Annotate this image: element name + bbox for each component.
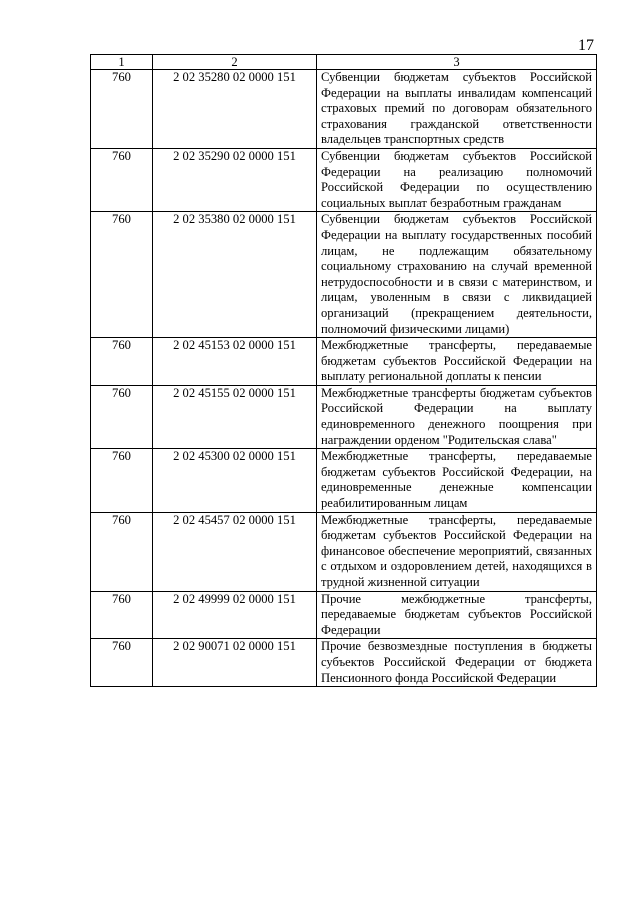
table-row — [91, 385, 597, 448]
column-header-3: 3 — [317, 55, 597, 70]
revenue-name-cell: Прочие межбюджетные трансферты, передаваемые бюджетам субъектов Российской Федерации — [317, 591, 597, 639]
revenue-code-cell: 2 02 90071 02 0000 151 — [153, 639, 317, 687]
column-header-1: 1 — [91, 55, 153, 70]
admin-code-cell: 760 — [91, 639, 153, 687]
table-row — [91, 70, 597, 149]
table-header-row — [91, 55, 597, 70]
revenue-code-cell: 2 02 35290 02 0000 151 — [153, 148, 317, 211]
page-number: 17 — [578, 37, 594, 54]
revenue-code-cell: 2 02 35380 02 0000 151 — [153, 212, 317, 338]
admin-code-cell: 760 — [91, 338, 153, 386]
revenue-name-cell: Межбюджетные трансферты, передаваемые бюджетам субъектов Российской Федерации на финансовое обеспечение мероприятий, связанных с отдыхом и оздоровлением детей, находящихся в трудной жизненной ситуации — [317, 512, 597, 591]
admin-code-cell: 760 — [91, 591, 153, 639]
table-row — [91, 338, 597, 386]
revenue-name-cell: Субвенции бюджетам субъектов Российской Федерации на выплату государственных пособий лицам, не подлежащим обязательному социальному страхованию на случай временной нетрудоспособности и в связи с материнством, и лицам, уволенным в связи с ликвидацией организаций (прекращением деятельности, полномочий физическими лицами) — [317, 212, 597, 338]
table-row — [91, 212, 597, 338]
table-row — [91, 591, 597, 639]
revenue-name-cell: Субвенции бюджетам субъектов Российской Федерации на реализацию полномочий Российской Федерации по осуществлению социальных выплат безработным гражданам — [317, 148, 597, 211]
admin-code-cell: 760 — [91, 70, 153, 149]
revenue-name-cell: Субвенции бюджетам субъектов Российской Федерации на выплаты инвалидам компенсаций страховых премий по договорам обязательного страхования гражданской ответственности владельцев транспортных средств — [317, 70, 597, 149]
revenue-code-cell: 2 02 35280 02 0000 151 — [153, 70, 317, 149]
admin-code-cell: 760 — [91, 512, 153, 591]
revenue-name-cell: Межбюджетные трансферты, передаваемые бюджетам субъектов Российской Федерации на выплату региональной доплаты к пенсии — [317, 338, 597, 386]
admin-code-cell: 760 — [91, 449, 153, 512]
revenue-code-cell: 2 02 45300 02 0000 151 — [153, 449, 317, 512]
revenue-code-cell: 2 02 49999 02 0000 151 — [153, 591, 317, 639]
admin-code-cell: 760 — [91, 385, 153, 448]
revenue-name-cell: Межбюджетные трансферты бюджетам субъектов Российской Федерации на выплату единовременного денежного поощрения при награждении орденом "Родительская слава" — [317, 385, 597, 448]
table-row — [91, 639, 597, 687]
column-header-2: 2 — [153, 55, 317, 70]
revenue-codes-table — [90, 54, 597, 687]
admin-code-cell: 760 — [91, 212, 153, 338]
table-row — [91, 148, 597, 211]
revenue-name-cell: Межбюджетные трансферты, передаваемые бюджетам субъектов Российской Федерации, на единовременные денежные компенсации реабилитированным лицам — [317, 449, 597, 512]
revenue-name-cell: Прочие безвозмездные поступления в бюджеты субъектов Российской Федерации от бюджета Пенсионного фонда Российской Федерации — [317, 639, 597, 687]
table-row — [91, 512, 597, 591]
revenue-code-cell: 2 02 45155 02 0000 151 — [153, 385, 317, 448]
table-row — [91, 449, 597, 512]
admin-code-cell: 760 — [91, 148, 153, 211]
revenue-code-cell: 2 02 45153 02 0000 151 — [153, 338, 317, 386]
revenue-code-cell: 2 02 45457 02 0000 151 — [153, 512, 317, 591]
